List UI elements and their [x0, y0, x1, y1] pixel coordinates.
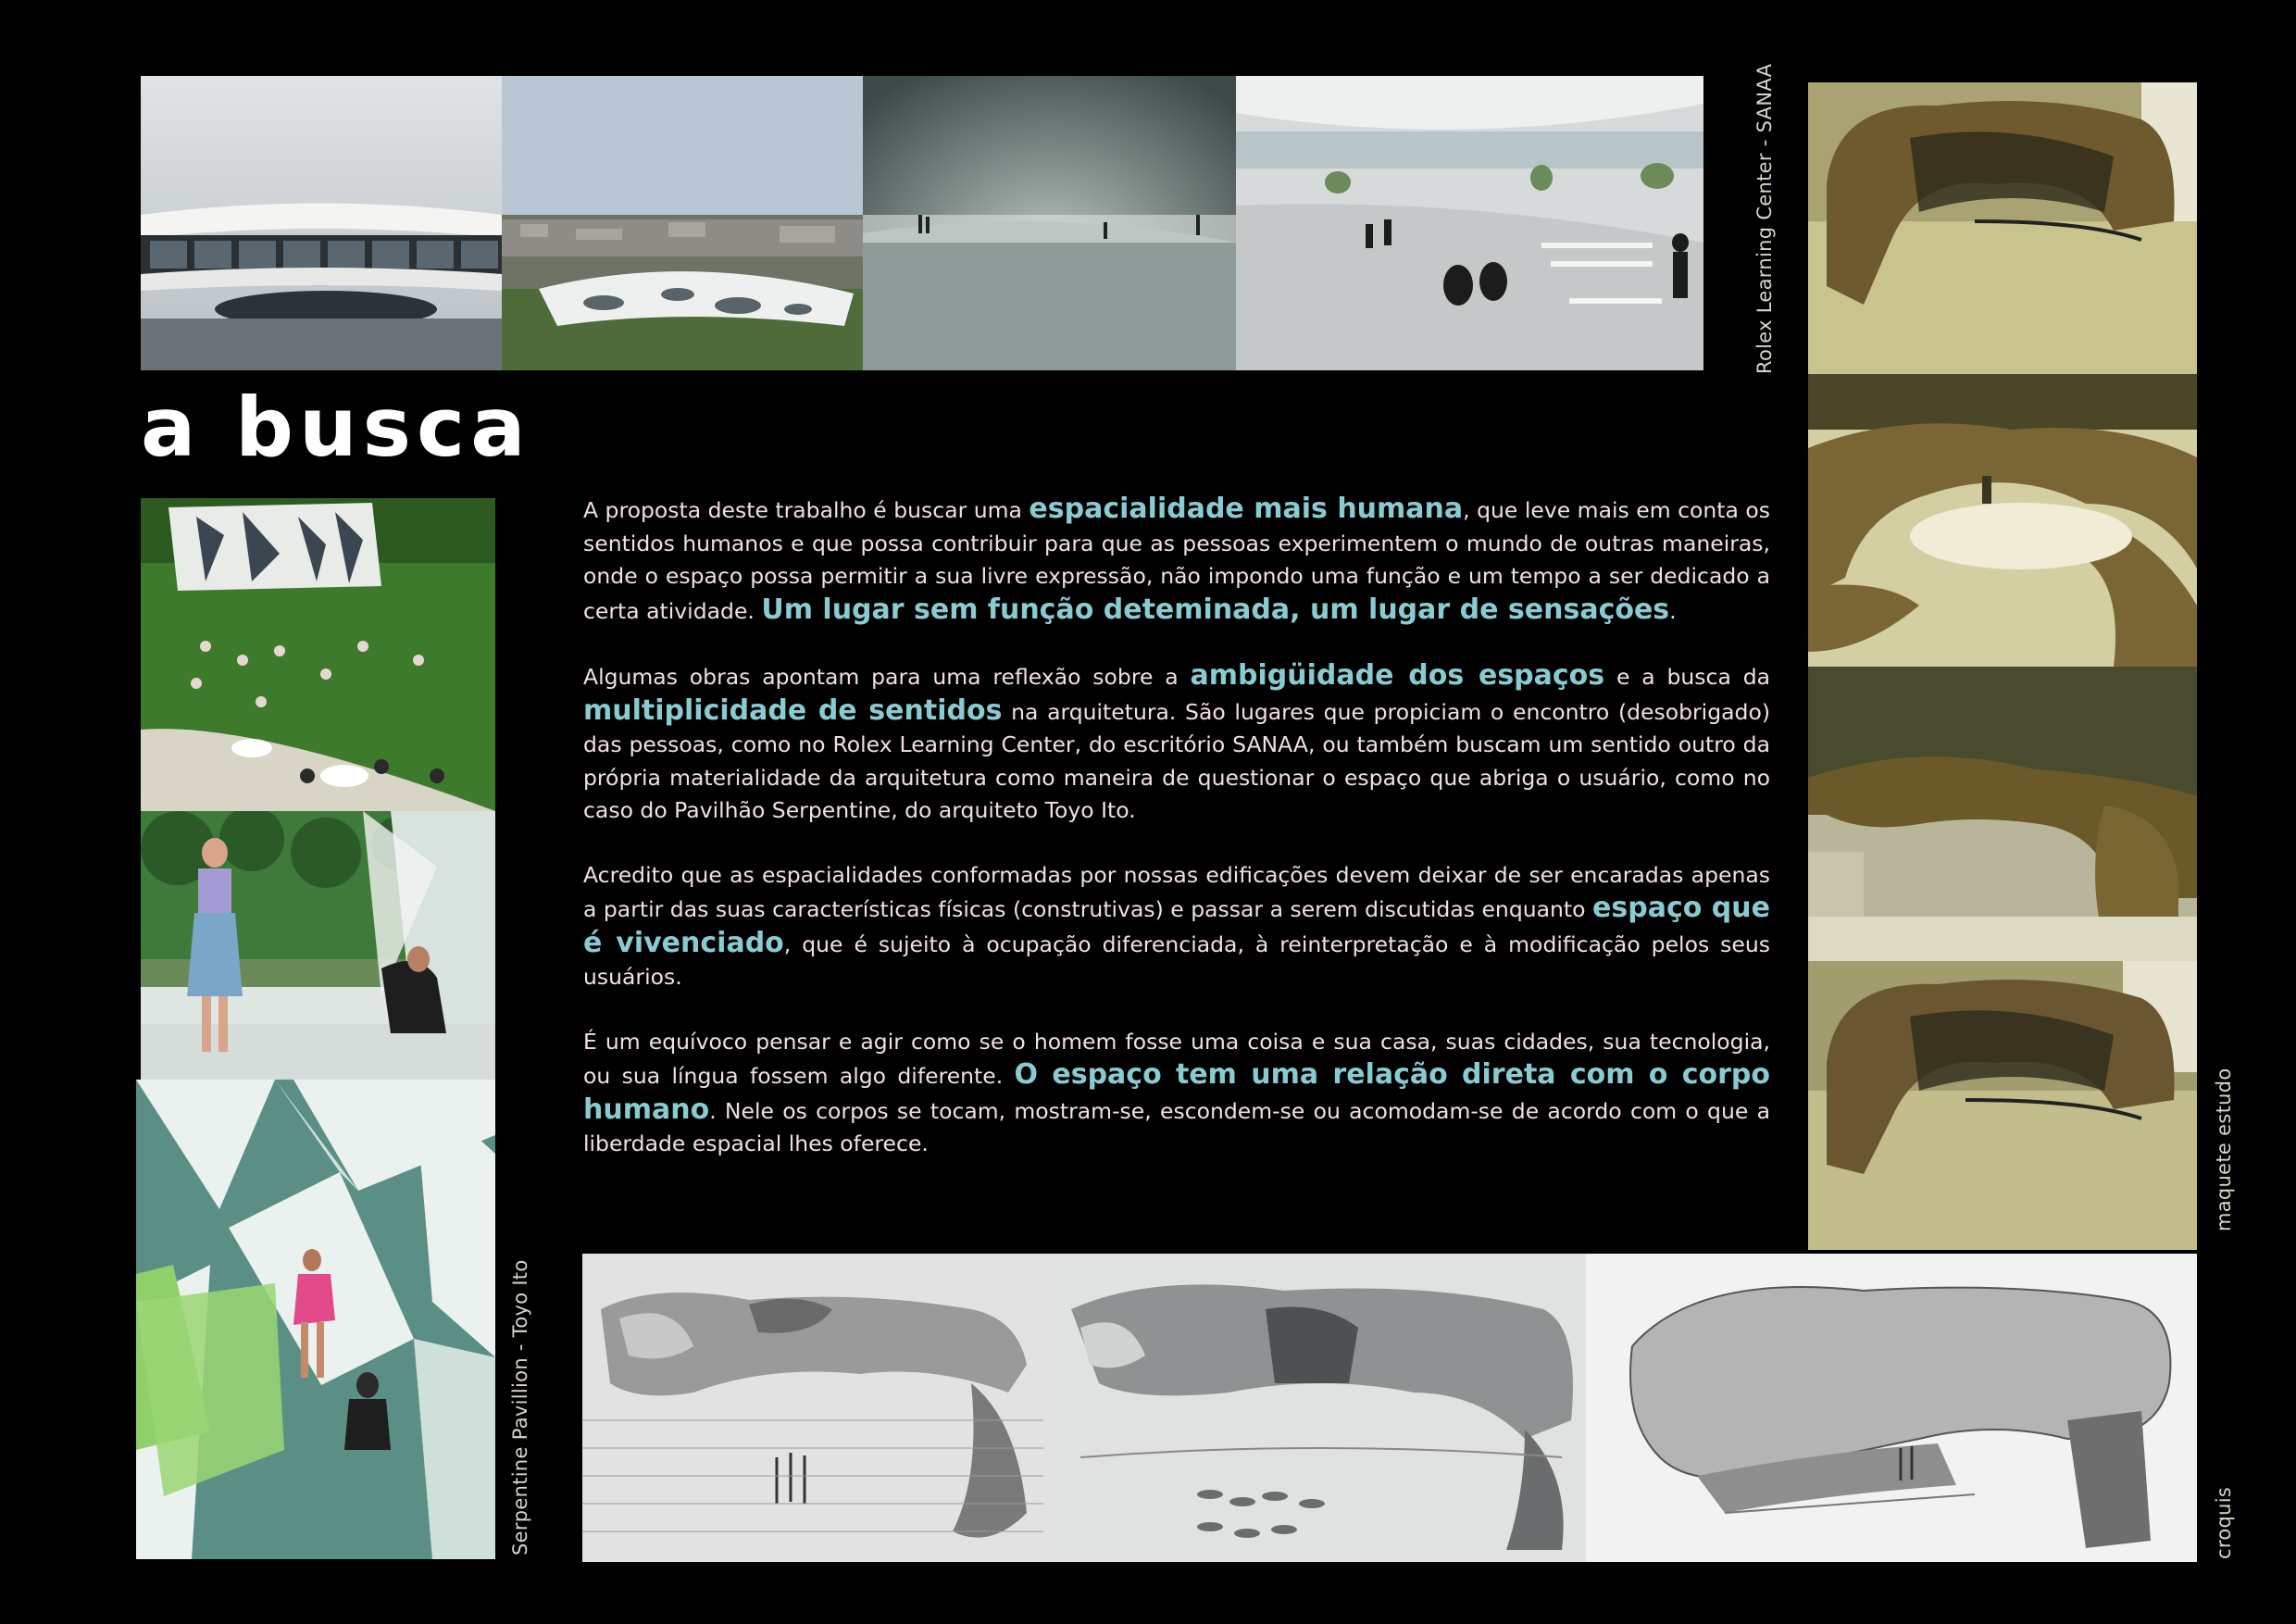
highlight: espacialidade mais humana	[1029, 493, 1464, 525]
paragraph-1: A proposta deste trabalho é buscar uma espacialidade mais humana, que leve mais em conta os sentidos humanos e que possa contribuir para que as pessoas experimentem o mundo de outras maneiras, onde o espaço possa permitir a sua livre expressão, não impondo uma função e um tempo a ser dedicado a certa atividade. Um lugar sem função deteminada, um lugar de sensações.	[583, 493, 1770, 626]
rolex-photo-aerial	[502, 76, 863, 370]
paragraph-2: Algumas obras apontam para uma reflexão sobre a ambigüidade dos espaços e a busca da multiplicidade de sentidos na arquitetura. São lugares que propiciam o encontro (desobrigado) das pessoas, como no Rolex Learning Center, do escritório SANAA, ou também buscam um sentido outro da própria materialidade da arquitetura como maneira de questionar o espaço que abriga o usuário, como no caso do Pavilhão Serpentine, do arquiteto Toyo Ito.	[583, 659, 1771, 823]
highlight: Um lugar sem função deteminada, um lugar de sensações	[761, 593, 1670, 626]
sketch-1	[582, 1254, 1043, 1562]
maquete-caption: maquete estudo	[2213, 1068, 2235, 1231]
model-photo-4	[1808, 961, 2197, 1250]
model-photo-2	[1808, 374, 2197, 667]
serpentine-photo-lawn	[141, 498, 495, 811]
highlight: ambigüidade dos espaços	[1190, 659, 1605, 692]
rolex-caption: Rolex Learning Center - SANAA	[1753, 63, 1776, 374]
paragraph-3: Acredito que as espacialidades conformadas por nossas edificações devem deixar de ser encaradas apenas a partir das suas características físicas (construtivas) e passar a serem discutidas enquanto espaço que é vivenciado, que é sujeito à ocupação diferenciada, à reinterpretação e à modificação pelos seus usuários.	[583, 861, 1770, 990]
rolex-photo-interior	[863, 76, 1236, 370]
serpentine-photo-woman	[141, 811, 495, 1080]
body-text	[583, 493, 1770, 1193]
page-title: a busca	[141, 380, 531, 475]
serpentine-photo-interior	[136, 1080, 495, 1559]
highlight: multiplicidade de sentidos	[583, 693, 1003, 727]
model-photo-3	[1808, 667, 2197, 961]
croquis-caption: croquis	[2213, 1486, 2235, 1559]
sketch-2	[1043, 1254, 1586, 1562]
rolex-photo-exterior	[141, 76, 502, 370]
model-photo-1	[1808, 82, 2197, 374]
rolex-photo-people	[1236, 76, 1703, 370]
highlight: O espaço tem uma relação direta com o corpo humano	[583, 1058, 1771, 1126]
serpentine-caption: Serpentine Pavillion - Toyo Ito	[509, 1259, 531, 1555]
highlight: espaço que é vivenciado	[583, 892, 1770, 959]
paragraph-4: É um equívoco pensar e agir como se o homem fosse uma coisa e sua casa, suas cidades, sua tecnologia, ou sua língua fossem algo diferente. O espaço tem uma relação direta com o corpo humano. Nele os corpos se tocam, mostram-se, escondem-se ou acomodam-se de acordo com o que a liberdade espacial lhes oferece.	[583, 1028, 1771, 1156]
sketch-3	[1586, 1254, 2197, 1562]
